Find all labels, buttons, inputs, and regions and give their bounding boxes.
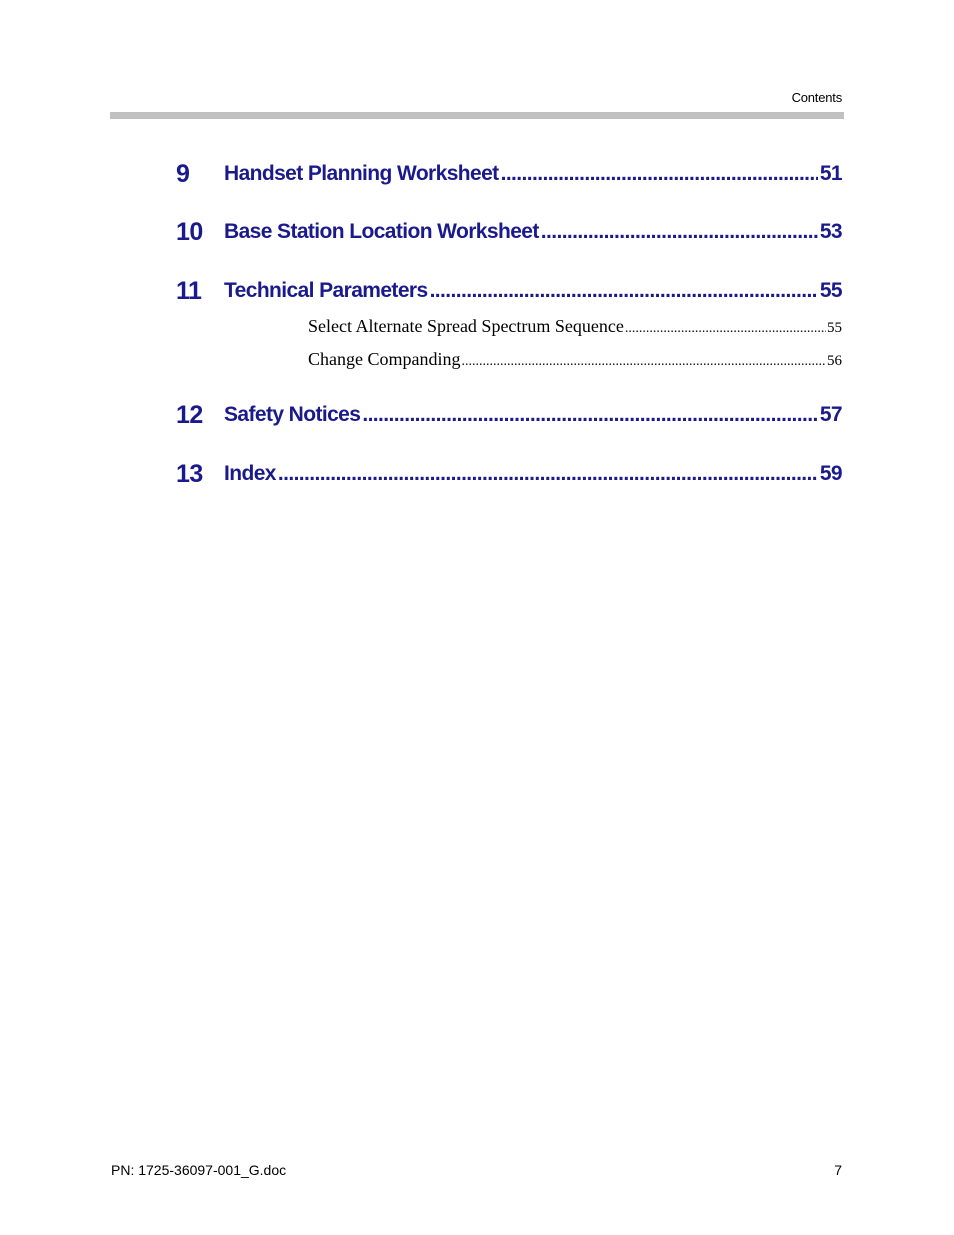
- chapter-page: 53: [819, 220, 842, 243]
- chapter-title: Technical Parameters: [224, 279, 428, 302]
- chapter-number: 13: [176, 460, 203, 488]
- chapter-page: 55: [819, 279, 842, 302]
- chapter-number: 11: [176, 277, 202, 305]
- toc-entry-section[interactable]: [308, 315, 842, 337]
- footer-page-number: 7: [834, 1162, 842, 1178]
- section-page: 56: [827, 353, 842, 369]
- chapter-page: 51: [819, 162, 842, 185]
- toc-entry-chapter-9[interactable]: [176, 159, 842, 189]
- dot-leader: [501, 159, 818, 189]
- chapter-title: Handset Planning Worksheet: [224, 162, 499, 185]
- toc-entry-chapter-10[interactable]: [176, 217, 842, 247]
- dot-leader: [430, 276, 818, 306]
- section-title: Select Alternate Spread Spectrum Sequence: [308, 316, 624, 336]
- footer-document-id: PN: 1725-36097-001_G.doc: [111, 1162, 287, 1178]
- toc-entry-chapter-11[interactable]: [176, 276, 842, 306]
- chapter-number: 9: [176, 160, 190, 188]
- chapter-title: Index: [224, 462, 276, 485]
- dot-leader: [461, 351, 826, 373]
- chapter-page: 57: [819, 403, 842, 426]
- toc-entry-chapter-13[interactable]: [176, 459, 842, 489]
- dot-leader: [278, 459, 818, 489]
- header-rule: [110, 112, 844, 119]
- chapter-page: 59: [819, 462, 842, 485]
- toc-entry-section[interactable]: [308, 348, 842, 370]
- dot-leader: [362, 400, 818, 430]
- section-page: 55: [827, 320, 842, 336]
- dot-leader: [625, 318, 826, 340]
- chapter-title: Base Station Location Worksheet: [224, 220, 539, 243]
- toc-entry-chapter-12[interactable]: [176, 400, 842, 430]
- chapter-number: 12: [176, 401, 203, 429]
- chapter-number: 10: [176, 218, 203, 246]
- chapter-title: Safety Notices: [224, 403, 361, 426]
- running-header: Contents: [791, 90, 842, 105]
- section-title: Change Companding: [308, 349, 461, 369]
- dot-leader: [541, 217, 818, 247]
